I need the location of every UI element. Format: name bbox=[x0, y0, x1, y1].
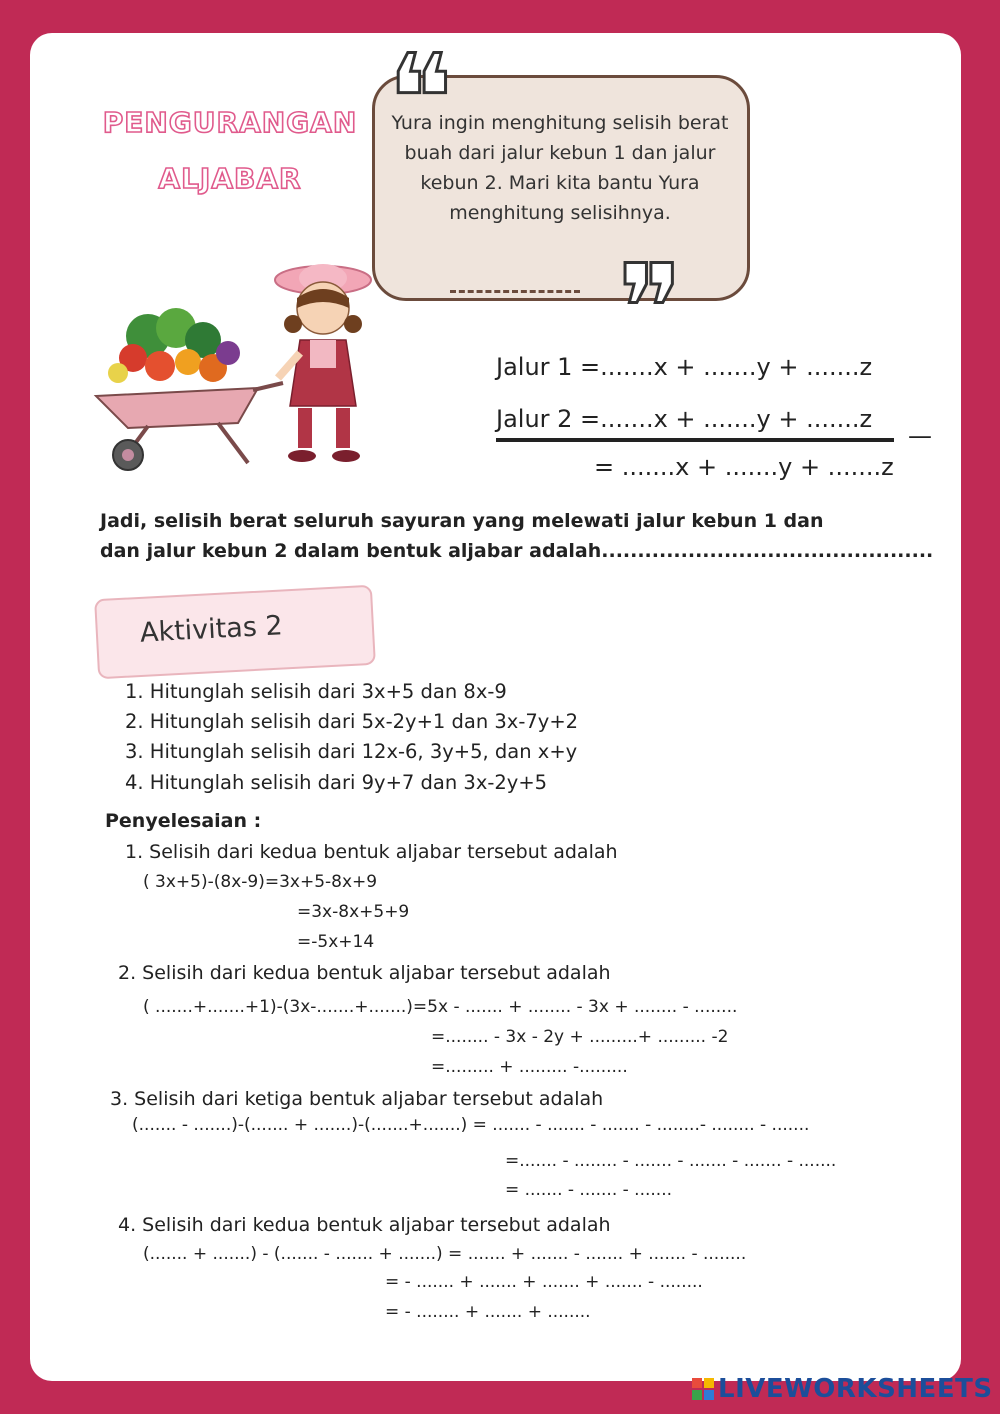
speech-text: Yura ingin menghitung selisih berat buah dari jalur kebun 1 dan jalur kebun 2. Mari kita bantu Yura menghitung selisihnya. bbox=[391, 112, 729, 224]
solution-2-line-1: ( .......+.......+1)-(3x-.......+.......)=5x - ....... + ........ - 3x + ........ - ........ bbox=[143, 997, 738, 1017]
activity-item-2: 2. Hitunglah selisih dari 5x-2y+1 dan 3x-7y+2 bbox=[125, 710, 579, 733]
equation-underline bbox=[496, 438, 894, 442]
conclusion-line-2: dan jalur kebun 2 dalam bentuk aljabar adalah.............................................. bbox=[100, 540, 934, 562]
jalur-1-equation: Jalur 1 =.......x + .......y + .......z bbox=[496, 353, 873, 381]
solution-4-line-1: (....... + .......) - (....... - ....... + .......) = ....... + ....... - ....... + ....... - ........ bbox=[143, 1244, 747, 1264]
solution-2-title: 2. Selisih dari kedua bentuk aljabar tersebut adalah bbox=[118, 962, 611, 984]
solution-3-line-1: (....... - .......)-(....... + .......)-(.......+.......) = ....... - ....... - ....... - ........- ........ - ....... bbox=[132, 1115, 810, 1135]
liveworksheets-logo-icon bbox=[692, 1378, 714, 1400]
solution-2-line-3: =......... + ......... -......... bbox=[431, 1057, 628, 1077]
solution-title: Penyelesaian : bbox=[105, 810, 262, 832]
solution-1-line-3: =-5x+14 bbox=[297, 932, 375, 952]
close-quote-icon: ❞ bbox=[618, 240, 683, 379]
solution-1-line-2: =3x-8x+5+9 bbox=[297, 902, 410, 922]
bubble-dash-line bbox=[450, 290, 580, 293]
activity-item-4: 4. Hitunglah selisih dari 9y+7 dan 3x-2y+5 bbox=[125, 771, 548, 794]
solution-4-title: 4. Selisih dari kedua bentuk aljabar tersebut adalah bbox=[118, 1214, 611, 1236]
solution-2-line-2: =........ - 3x - 2y + .........+ ......... -2 bbox=[431, 1027, 729, 1047]
solution-3-line-3: = ....... - ....... - ....... bbox=[505, 1180, 673, 1200]
jalur-2-equation: Jalur 2 =.......x + .......y + .......z bbox=[496, 405, 873, 433]
title-line-2: ALJABAR bbox=[158, 162, 302, 195]
minus-sign: — bbox=[908, 422, 932, 450]
watermark-text: LIVEWORKSHEETS bbox=[718, 1374, 993, 1404]
solution-3-line-2: =....... - ........ - ....... - ....... - ....... - ....... bbox=[505, 1151, 837, 1171]
girl-wheelbarrow-illustration bbox=[88, 258, 388, 478]
result-equation: = .......x + .......y + .......z bbox=[594, 453, 894, 481]
solution-1-line-1: ( 3x+5)-(8x-9)=3x+5-8x+9 bbox=[143, 872, 378, 892]
vegetables-icon bbox=[108, 308, 240, 383]
activity-item-1: 1. Hitunglah selisih dari 3x+5 dan 8x-9 bbox=[125, 680, 507, 703]
solution-4-line-3: = - ........ + ....... + ........ bbox=[385, 1302, 591, 1322]
open-quote-icon: ❝ bbox=[388, 30, 453, 169]
solution-3-title: 3. Selisih dari ketiga bentuk aljabar tersebut adalah bbox=[110, 1088, 604, 1110]
activity-title: Aktivitas 2 bbox=[139, 610, 284, 649]
conclusion-line-1: Jadi, selisih berat seluruh sayuran yang melewati jalur kebun 1 dan bbox=[100, 510, 824, 532]
title-line-1: PENGURANGAN bbox=[102, 106, 358, 139]
activity-item-3: 3. Hitunglah selisih dari 12x-6, 3y+5, dan x+y bbox=[125, 740, 578, 763]
solution-1-title: 1. Selisih dari kedua bentuk aljabar tersebut adalah bbox=[125, 841, 618, 863]
solution-4-line-2: = - ....... + ....... + ....... + ....... - ........ bbox=[385, 1272, 703, 1292]
